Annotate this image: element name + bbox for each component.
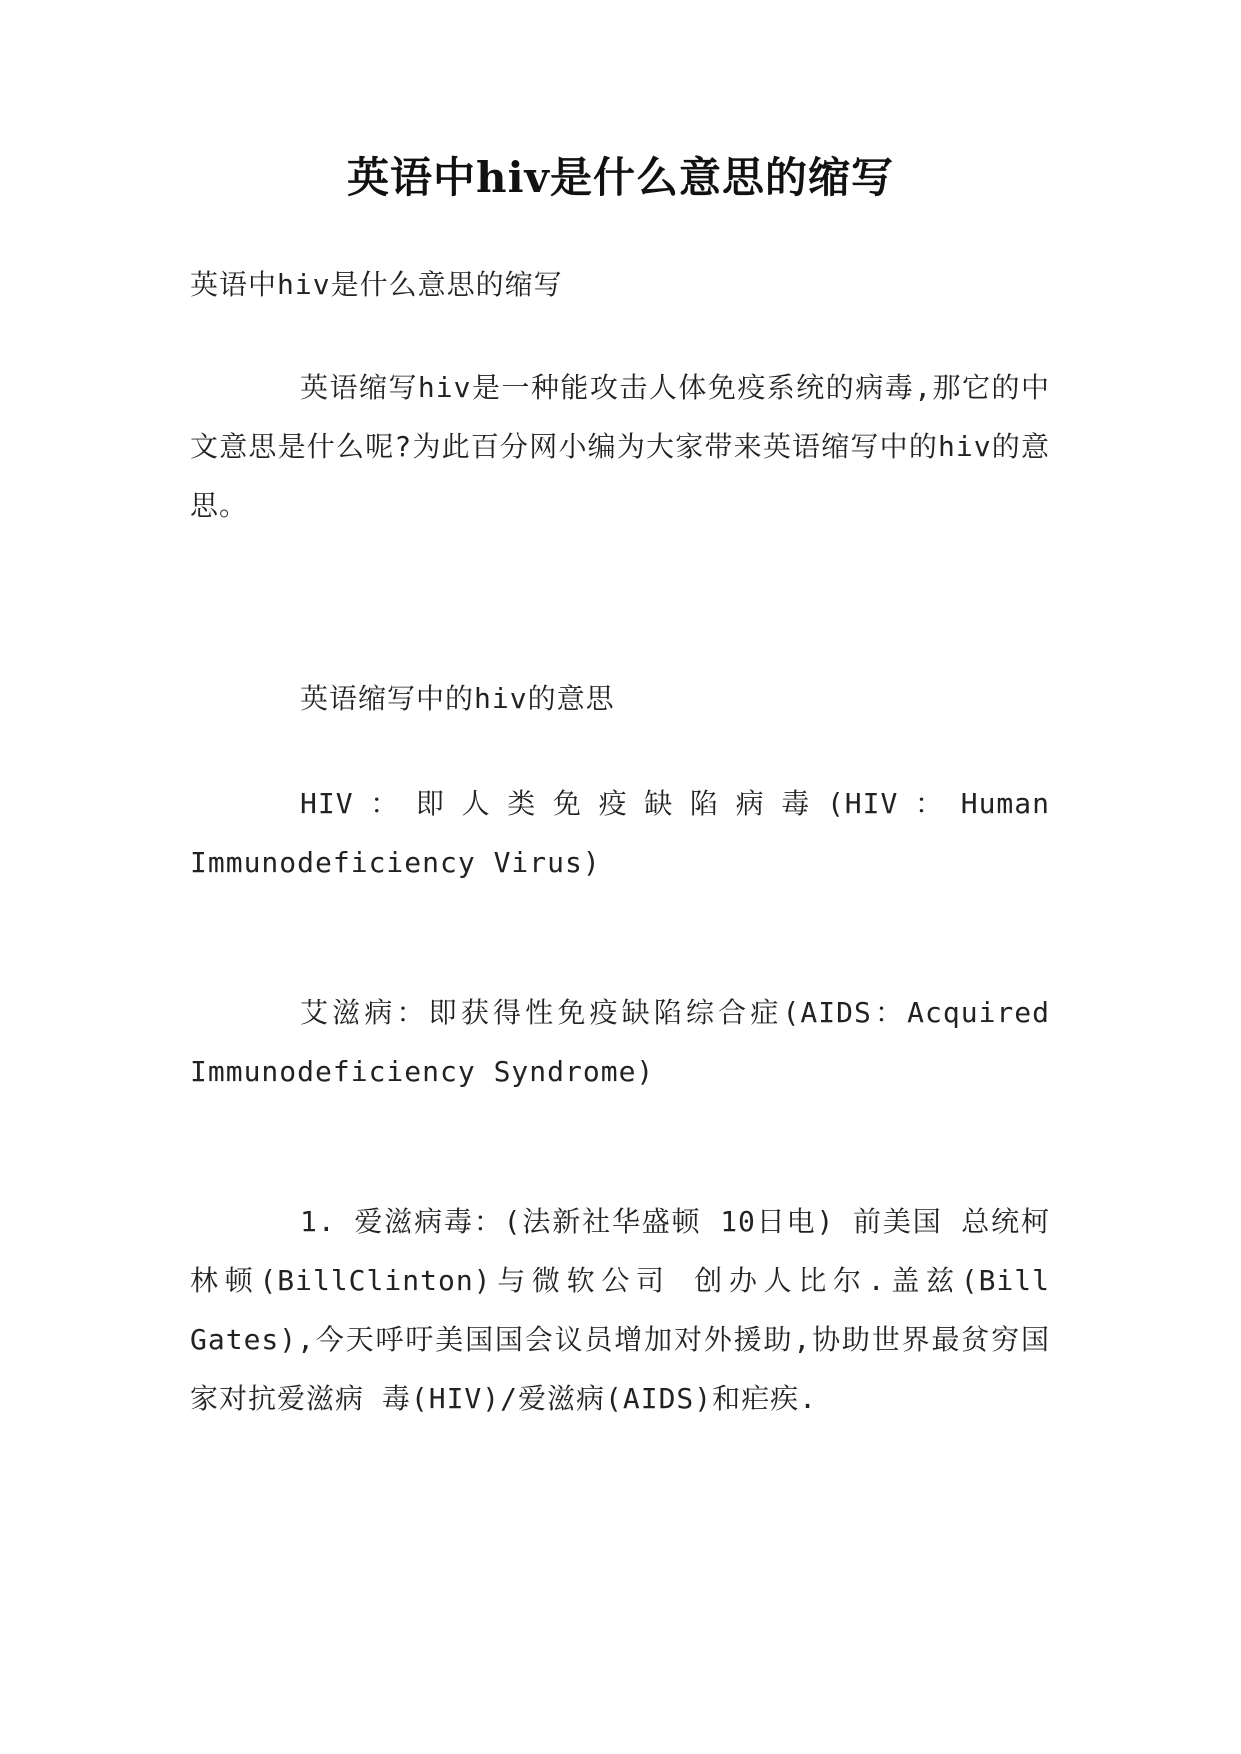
example-paragraph-1: 1. 爱滋病毒：(法新社华盛顿 10日电) 前美国 总统柯林顿(BillClinton)与微软公司 创办人比尔.盖兹(Bill Gates),今天呼吁美国国会议员增加对外援助,协助世界最贫穷国家对抗爱滋病 毒(HIV)/爱滋病(AIDS)和疟疾.: [190, 1205, 1050, 1415]
intro-paragraph: 英语缩写hiv是一种能攻击人体免疫系统的病毒,那它的中文意思是什么呢?为此百分网小编为大家带来英语缩写中的hiv的意思。: [190, 371, 1050, 522]
aids-definition-paragraph: 艾滋病：即获得性免疫缺陷综合症(AIDS：Acquired Immunodeficiency Syndrome): [190, 996, 1050, 1088]
section-heading: 英语缩写中的hiv的意思: [300, 682, 615, 715]
document-title: 英语中hiv是什么意思的缩写: [347, 153, 894, 202]
document-subtitle: 英语中hiv是什么意思的缩写: [190, 268, 563, 301]
hiv-definition-paragraph: HIV：即人类免疫缺陷病毒(HIV：Human Immunodeficiency Virus): [190, 787, 1050, 879]
